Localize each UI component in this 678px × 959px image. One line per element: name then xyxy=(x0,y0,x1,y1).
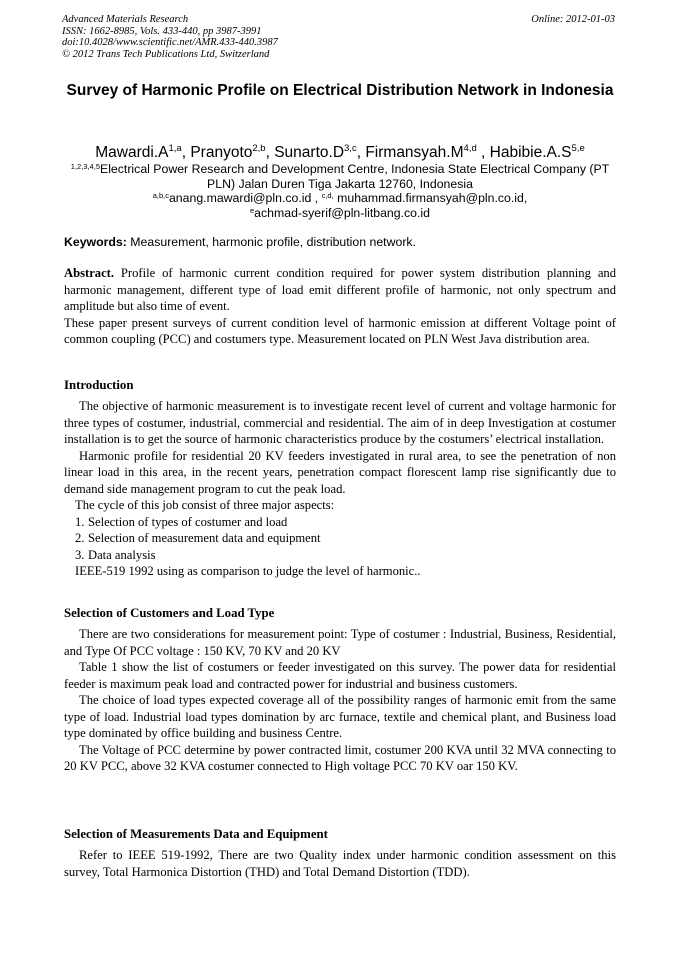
list-item xyxy=(64,547,616,564)
list-number: 2. xyxy=(75,531,85,545)
journal-header xyxy=(62,14,617,60)
body-paragraph: Harmonic profile for residential 20 KV feeders investigated in rural area, to see the penetration of non linear load in this area, in the recent years, penetration compact florescent lamp rise significantly due to demand side management program to cut the peak load. xyxy=(64,448,616,496)
list-text: Selection of measurement data and equipment xyxy=(88,531,321,545)
email-line-1 xyxy=(64,191,616,206)
body-paragraph: IEEE-519 1992 using as comparison to judge the level of harmonic.. xyxy=(75,564,421,578)
author-sup: 1,a xyxy=(168,143,182,154)
affiliation xyxy=(64,162,616,220)
keywords xyxy=(64,235,616,250)
author-list xyxy=(64,143,616,163)
selection-customers-body xyxy=(64,626,616,775)
author-name: Pranyoto xyxy=(190,144,253,161)
abstract-paragraph: These paper present surveys of current condition level of harmonic emission at different Voltage point of common coupling (PCC) and costumers type. Measurement located on PLN West Java distribution area. xyxy=(64,315,616,346)
body-paragraph: There are two considerations for measurement point: Type of costumer : Industrial, Business, Residential, and Type Of PCC voltage : 150 KV, 70 KV and 20 KV xyxy=(64,627,616,658)
body-paragraph: The cycle of this job consist of three major aspects: xyxy=(75,498,335,512)
email-sup: a,b,c xyxy=(152,191,169,200)
author-sep: , xyxy=(476,144,490,161)
author-sep: , xyxy=(265,144,275,161)
section-heading: Selection of Measurements Data and Equipment xyxy=(64,827,328,841)
list-item xyxy=(64,514,616,531)
list-number: 1. xyxy=(75,514,85,529)
email-link[interactable]: achmad-syerif@pln-litbang.co.id xyxy=(254,205,430,220)
email-link[interactable]: muhammad.firmansyah@pln.co.id, xyxy=(337,191,528,205)
email-line-2 xyxy=(64,206,616,221)
abstract xyxy=(64,265,616,348)
body-paragraph: The objective of harmonic measurement is to investigate recent level of current and voltage harmonic for three types of costumer, industrial, commercial and residential. The aim of in deep Investigation at costumer installation is to get the source of harmonic characteristics produce by the costumers’ electrical installation. xyxy=(64,399,616,446)
journal-name: Advanced Materials Research xyxy=(62,14,189,25)
author-name: Habibie.A.S xyxy=(489,144,572,161)
keywords-text: Measurement, harmonic profile, distribution network. xyxy=(126,235,416,249)
selection-measurements-body xyxy=(64,847,616,880)
affiliation-sup: 1,2,3,4,5 xyxy=(70,162,100,171)
affiliation-text: Electrical Power Research and Development Centre, Indonesia State Electrical Company (PT xyxy=(100,162,610,176)
issn-line: ISSN: 1662-8985, Vols. 433-440, pp 3987-3991 xyxy=(62,25,262,37)
introduction-body xyxy=(64,398,616,580)
body-paragraph: Refer to IEEE 519-1992, There are two Quality index under harmonic condition assessment on this survey, Total Harmonica Distortion (THD) and Total Demand Distortion (TDD). xyxy=(64,848,616,879)
copyright-line: © 2012 Trans Tech Publications Ltd, Switzerland xyxy=(62,48,270,60)
abstract-paragraph: Profile of harmonic current condition required for power system distribution planning and harmonic management, different type of load emit different profile of harmonic, not only spectrum and amplitude but also time of event. xyxy=(64,266,616,313)
email-link[interactable]: anang.mawardi@pln.co.id , xyxy=(168,191,322,205)
online-date: Online: 2012-01-03 xyxy=(531,14,615,25)
body-paragraph: Table 1 show the list of costumers or feeder investigated on this survey. The power data for residential feeder is maximum peak load and contracted power for industrial and business customers. xyxy=(64,660,616,691)
doi-line: doi:10.4028/www.scientific.net/AMR.433-440.3987 xyxy=(62,37,278,48)
aspect-list xyxy=(64,514,616,564)
email-sup: e xyxy=(249,205,255,215)
author-sup: 5,e xyxy=(571,143,585,154)
author-name: Mawardi.A xyxy=(95,144,169,161)
paper-title: Survey of Harmonic Profile on Electrical Distribution Network in Indonesia xyxy=(66,82,614,99)
affiliation-line-1 xyxy=(64,162,616,177)
section-heading: Selection of Customers and Load Type xyxy=(64,606,275,620)
body-paragraph: The choice of load types expected coverage all of the possibility ranges of harmonic emit from the same type of load. Industrial load types domination by arc furnace, textile and chemical plant, and Business load type dominated by office building and business Centre. xyxy=(64,693,616,740)
author-sep: , xyxy=(181,144,191,161)
list-text: Selection of types of costumer and load xyxy=(88,514,288,529)
author-sep: , xyxy=(356,144,366,161)
keywords-label: Keywords: xyxy=(64,235,127,249)
email-sup: c,d, xyxy=(321,191,334,200)
body-paragraph: The Voltage of PCC determine by power contracted limit, costumer 200 KVA until 32 MVA connecting to 20 KV PCC, above 32 KVA costumer connected to High voltage PCC 70 KV oar 150 KV. xyxy=(64,742,616,773)
abstract-label: Abstract. xyxy=(64,266,115,280)
section-heading: Introduction xyxy=(64,378,134,392)
list-item xyxy=(64,530,616,547)
list-text: Data analysis xyxy=(88,547,156,562)
author-sup: 2,b xyxy=(252,143,266,154)
affiliation-line-2: PLN) Jalan Duren Tiga Jakarta 12760, Indonesia xyxy=(207,176,473,191)
author-name: Firmansyah.M xyxy=(365,144,464,161)
author-sup: 4,d xyxy=(463,143,477,154)
author-sup: 3,c xyxy=(344,143,357,154)
list-number: 3. xyxy=(75,547,85,562)
author-name: Sunarto.D xyxy=(274,144,345,161)
